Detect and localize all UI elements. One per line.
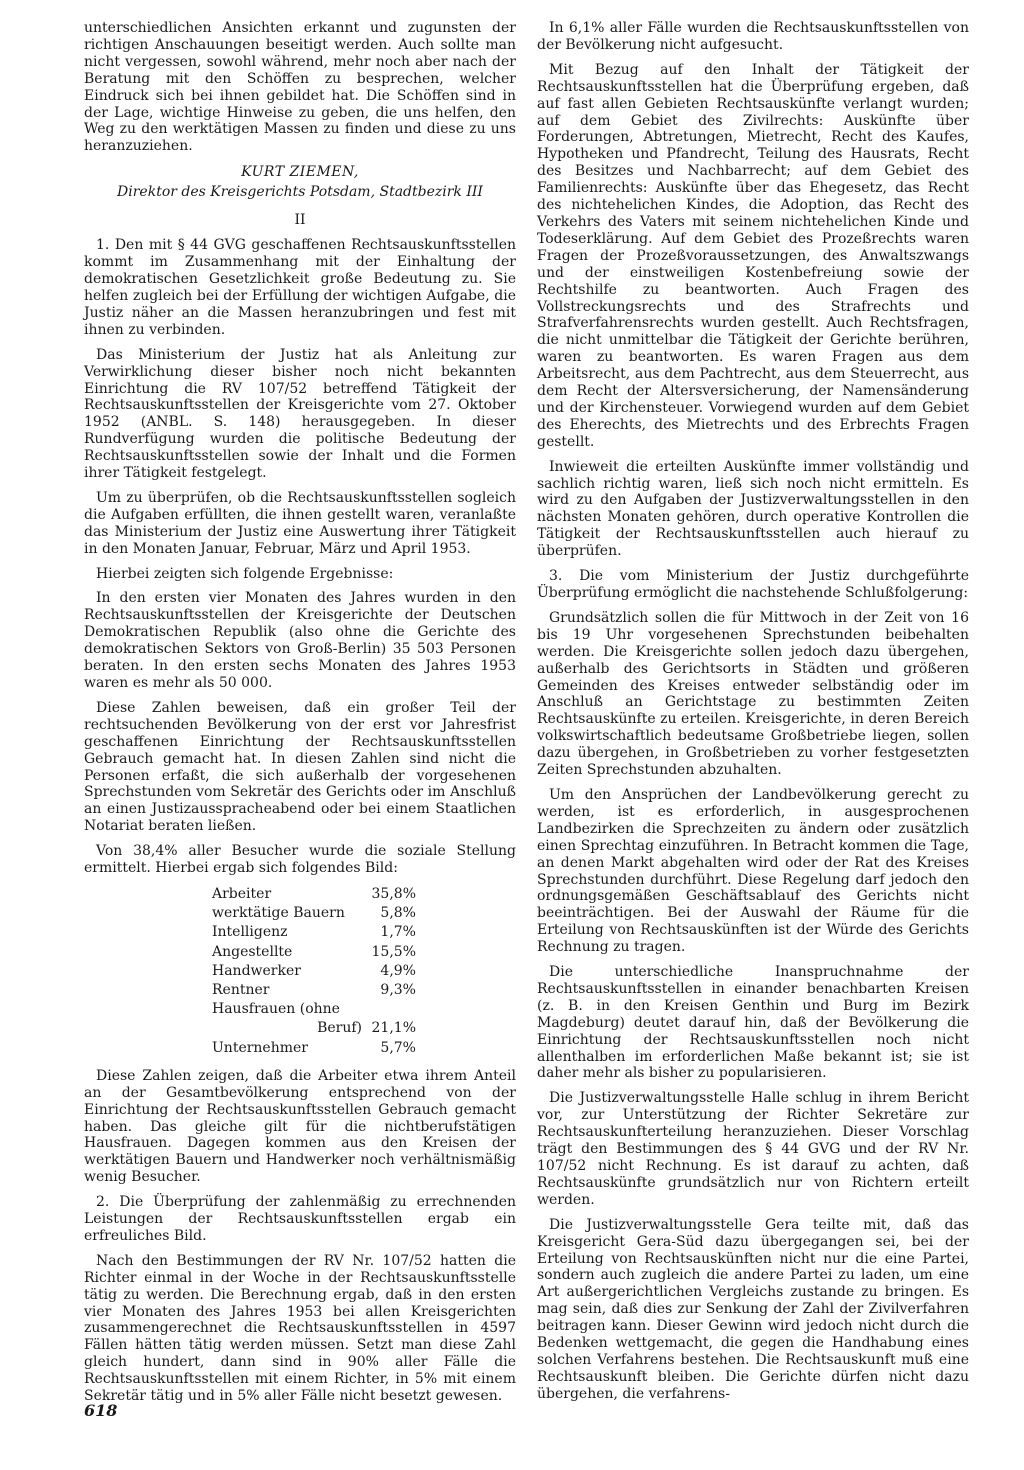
stat-value: 9,3% <box>380 981 416 998</box>
paragraph: Diese Zahlen beweisen, daß ein großer Teil der rechtsuchenden Bevölkerung von der erst vor Jahresfrist geschaffenen Einrichtung der Rechtsauskunftsstellen Gebrauch gemacht hat. In diesen Zahlen sind nicht die Personen erfaßt, die sich außerhalb der vorgesehenen Sprechstunden vom Sekretär des Gerichts oder im Anschluß an einen Justizausspracheabend oder bei einem Staatlichen Notariat beraten ließen. <box>84 699 516 835</box>
paragraph: Das Ministerium der Justiz hat als Anleitung zur Verwirklichung dieser bisher noch nicht bekannten Einrichtung die RV 107/52 betreffend Tätigkeit der Rechtsauskunftsstellen der Kreisgerichte vom 27. Oktober 1952 (ANBL. S. 148) herausgegeben. In dieser Rundverfügung wurden die politische Bedeutung der Rechtsauskunftsstellen sowie der Inhalt und die Formen ihrer Tätigkeit festgelegt. <box>84 346 516 482</box>
table-row <box>212 1019 416 1038</box>
stat-label: Handwerker <box>212 962 301 979</box>
paragraph: Um zu überprüfen, ob die Rechtsauskunftsstellen sogleich die Aufgaben erfüllten, die ihnen gestellt waren, veranlaßte das Ministerium der Justiz eine Auswertung ihrer Tätigkeit in den Monaten Januar, Februar, März und April 1953. <box>84 489 516 557</box>
page-number: 618 <box>84 1401 118 1420</box>
paragraph: Nach den Bestimmungen der RV Nr. 107/52 hatten die Richter einmal in der Woche in der Rechtsauskunftsstelle tätig zu werden. Die Berechnung ergab, daß in den ersten vier Monaten des Jahres 1953 bei allen Kreisgerichten zusammengerechnet die Rechtsauskunftsstellen in 4597 Fällen hätten tätig werden müssen. Setzt man diese Zahl gleich hundert, dann sind in 90% aller Fälle die Rechtsauskunftsstellen mit einem Richter, in 5% mit einem Sekretär tätig und in 5% aller Fälle nicht besetzt gewesen. <box>84 1252 516 1405</box>
table-row <box>212 981 416 1000</box>
stat-label: werktätige Bauern <box>212 905 345 922</box>
stat-label: Intelligenz <box>212 924 288 941</box>
paragraph: In den ersten vier Monaten des Jahres wurden in den Rechtsauskunftsstellen der Kreisgerichte der Deutschen Demokratischen Republik (also ohne die Gerichte des demokratischen Sektors von Groß-Berlin) 35 503 Personen beraten. In den ersten sechs Monaten des Jahres 1953 waren es mehr als 50 000. <box>84 590 516 691</box>
stat-value: 15,5% <box>371 943 416 960</box>
stat-label-continued: Beruf) <box>317 1020 362 1037</box>
paragraph: Um den Ansprüchen der Landbevölkerung gerecht zu werden, ist es erforderlich, in ausgesprochenen Landbezirken die Sprechzeiten zu ändern oder zusätzlich einen Sprechtag einzuführen. In Betracht kommen die Tage, an denen Markt abgehalten wird oder der Rat des Kreises Sprechstunden durchführt. Diese Regelung darf jedoch den ordnungsgemäßen Geschäftsablauf des Gerichts nicht beeinträchtigen. Bei der Auswahl der Räume für die Erteilung von Rechtsauskünften ist der Würde des Gerichts Rechnung zu tragen. <box>537 786 969 956</box>
paragraph: 1. Den mit § 44 GVG geschaffenen Rechtsauskunftsstellen kommt im Zusammenhang mit der Einhaltung der demokratischen Gesetzlichkeit große Bedeutung zu. Sie helfen zugleich bei der Erfüllung der wichtigen Aufgabe, die Justiz näher an die Massen heranzubringen und fest mit ihnen zu verbinden. <box>84 237 516 338</box>
table-row <box>212 904 416 923</box>
paragraph: In 6,1% aller Fälle wurden die Rechtsauskunftsstellen von der Bevölkerung nicht aufgesucht. <box>537 20 969 53</box>
section-number: II <box>294 212 306 229</box>
paragraph: Grundsätzlich sollen die für Mittwoch in der Zeit von 16 bis 19 Uhr vorgesehenen Sprechstunden beibehalten werden. Die Kreisgerichte sollen jedoch dazu übergehen, außerhalb des Gerichtsorts in Städten und größeren Gemeinden des Kreises entweder selbständig oder im Anschluß an Gerichtstage zu bestimmten Zeiten Rechtsauskünfte zu erteilen. Kreisgerichte, in deren Bereich volkswirtschaftlich bedeutsame Großbetriebe liegen, sollen dazu übergehen, in Großbetrieben zu vorher festgesetzten Zeiten Sprechstunden abzuhalten. <box>537 609 969 779</box>
stat-label: Hausfrauen (ohne <box>212 1001 340 1018</box>
stat-value: 21,1% <box>371 1020 416 1037</box>
paragraph: Die Justizverwaltungsstelle Halle schlug in ihrem Bericht vor, zur Unterstützung der Richter Sekretäre zur Rechtsauskunfterteilung heranzuziehen. Dieser Vorschlag trägt den Bestimmungen des § 44 GVG und der RV Nr. 107/52 nicht Rechnung. Es ist darauf zu achten, daß Rechtsauskünfte grundsätzlich nur von Richtern erteilt werden. <box>537 1090 969 1208</box>
table-row <box>212 1039 416 1058</box>
paragraph: Hierbei zeigten sich folgende Ergebnisse: <box>96 565 394 582</box>
table-row <box>212 923 416 942</box>
social-status-table <box>212 885 416 1058</box>
table-row <box>212 962 416 981</box>
stat-label: Unternehmer <box>212 1039 308 1056</box>
stat-value: 5,8% <box>380 905 416 922</box>
stat-value: 5,7% <box>380 1039 416 1056</box>
paragraph: Inwieweit die erteilten Auskünfte immer vollständig und sachlich richtig waren, ließ sich noch nicht ermitteln. Es wird zu den Aufgaben der Justizverwaltungsstellen in den nächsten Monaten gehören, durch operative Kontrollen die Tätigkeit der Rechtsauskunftsstellen auch hierauf zu überprüfen. <box>537 458 969 560</box>
author-name: KURT ZIEMEN, <box>241 164 359 181</box>
left-column <box>84 20 516 1413</box>
paragraph: Diese Zahlen zeigen, daß die Arbeiter etwa ihrem Anteil an der Gesamtbevölkerung entsprechend von der Einrichtung der Rechtsauskunftsstellen Gebrauch gemacht haben. Das gleiche gilt für die nichtberufstätigen Hausfrauen. Dagegen kommen aus den Kreisen der werktätigen Bauern und Handwerker noch verhältnismäßig wenig Besucher. <box>84 1067 516 1186</box>
paragraph: unterschiedlichen Ansichten erkannt und zugunsten der richtigen Anschauungen beseitigt werden. Auch sollte man nicht vergessen, sowohl während, mehr noch aber nach der Beratung mit den Schöffen zu besprechen, welcher Eindruck sich bei ihnen gebildet hat. Die Schöffen sind in der Lage, wichtige Hinweise zu geben, die uns helfen, den Weg zu den werktätigen Massen zu finden und diese zu uns heranzuziehen. <box>84 20 516 155</box>
stat-value: 1,7% <box>380 924 416 941</box>
right-column <box>537 20 969 1411</box>
paragraph: Die unterschiedliche Inanspruchnahme der Rechtsauskunftsstellen in einander benachbarten Kreisen (z. B. in den Kreisen Genthin und Burg im Bezirk Magdeburg) deutet darauf hin, daß der Bevölkerung die Einrichtung der Rechtsauskunftsstellen noch nicht allenthalben im erforderlichen Maße bekannt ist; sie ist daher mehr als bisher zu popularisieren. <box>537 964 969 1082</box>
stat-label: Rentner <box>212 981 270 998</box>
paragraph: Von 38,4% aller Besucher wurde die soziale Stellung ermittelt. Hierbei ergab sich folgendes Bild: <box>84 843 516 877</box>
paragraph: Mit Bezug auf den Inhalt der Tätigkeit der Rechtsauskunftsstellen hat die Überprüfung ergeben, daß auf fast allen Gebieten Rechtsauskünfte verlangt wurden; auf dem Gebiet des Zivilrechts: Auskünfte über Forderungen, Abtretungen, Mietrecht, Recht des Kaufes, Hypotheken und Pfandrecht, Teilung des Hausrats, Recht des Besitzes und Nachbarrecht; auf dem Gebiet des Familienrechts: Auskünfte über das Ehegesetz, das Recht des nichtehelichen Kindes, die Adoption, das Recht des Verkehrs des Vaters mit seinem nichtehelichen Kinde und Todeserklärung. Auf dem Gebiet des Prozeßrechts waren Fragen der Prozeßvoraussetzungen, des Anwaltszwangs und der einstweiligen Kostenbefreiung sowie der Rechtshilfe zu beantworten. Auch Fragen des Vollstreckungsrechts und des Strafrechts und Strafverfahrensrechts wurden gestellt. Auch Rechtsfragen, die nicht unmittelbar die Tätigkeit der Gerichte berühren, waren zu beantworten. Es waren Fragen aus dem Arbeitsrecht, aus dem Pachtrecht, aus dem Steuerrecht, aus dem Recht der Altersversicherung, der Namensänderung und der Kirchensteuer. Vorwiegend wurden auf dem Gebiet des Eherechts, des Mietrechts und des Erbrechts Fragen gestellt. <box>537 61 969 450</box>
paragraph: 3. Die vom Ministerium der Justiz durchgeführte Überprüfung ermöglicht die nachstehende Schlußfolgerung: <box>537 568 969 601</box>
author-title: Direktor des Kreisgerichts Potsdam, Stadtbezirk III <box>117 184 483 201</box>
table-row <box>212 943 416 962</box>
stat-value: 35,8% <box>371 885 416 902</box>
paragraph: 2. Die Überprüfung der zahlenmäßig zu errechnenden Leistungen der Rechtsauskunftsstellen ergab ein erfreuliches Bild. <box>84 1194 516 1244</box>
table-row <box>212 885 416 904</box>
table-row <box>212 1000 416 1019</box>
stat-label: Arbeiter <box>212 885 272 902</box>
stat-value: 4,9% <box>380 962 416 979</box>
paragraph: Die Justizverwaltungsstelle Gera teilte mit, daß das Kreisgericht Gera-Süd dazu übergegangen sei, bei der Erteilung von Rechtsauskünften nicht nur die eine Partei, sondern auch zugleich die andere Partei zu laden, um eine Art außergerichtlichen Vergleichs zustande zu bringen. Es mag sein, daß dies zur Senkung der Zahl der Zivilverfahren beitragen kann. Dieser Gewinn wird jedoch nicht durch die Bedenken wettgemacht, die gegen die Handhabung eines solchen Verfahrens bestehen. Die Rechtsauskunft muß eine Rechtsauskunft bleiben. Die Gerichte dürfen nicht dazu übergehen, die verfahrens- <box>537 1216 969 1402</box>
stat-label: Angestellte <box>212 943 293 960</box>
